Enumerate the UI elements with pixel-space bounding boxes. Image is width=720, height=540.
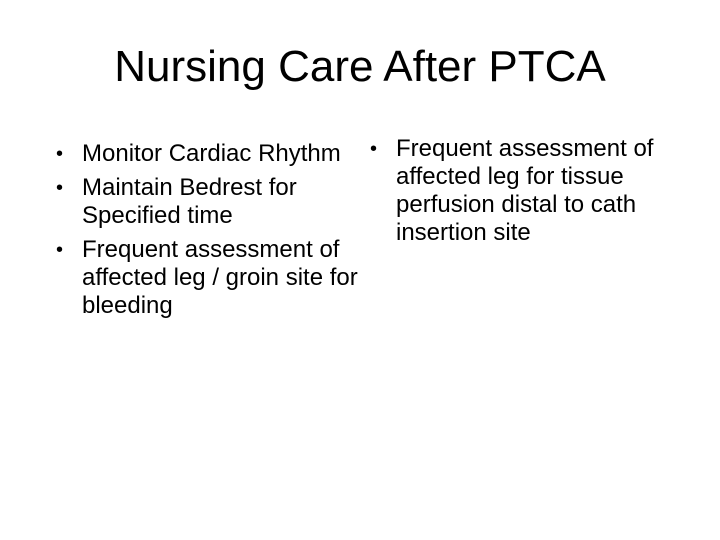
bullet-item-bedrest: • Maintain Bedrest for Specified time [56,174,361,230]
bullet-item-perfusion-assessment: • Frequent assessment of affected leg for tissue perfusion distal to cath insertion site [370,135,670,247]
bullet-item-monitor-rhythm: • Monitor Cardiac Rhythm [56,140,361,168]
right-bullet-list [370,135,670,253]
left-bullet-list [56,140,361,326]
slide-title: Nursing Care After PTCA [114,42,606,91]
bullet-item-bleeding-assessment: • Frequent assessment of affected leg / groin site for bleeding [56,236,361,320]
